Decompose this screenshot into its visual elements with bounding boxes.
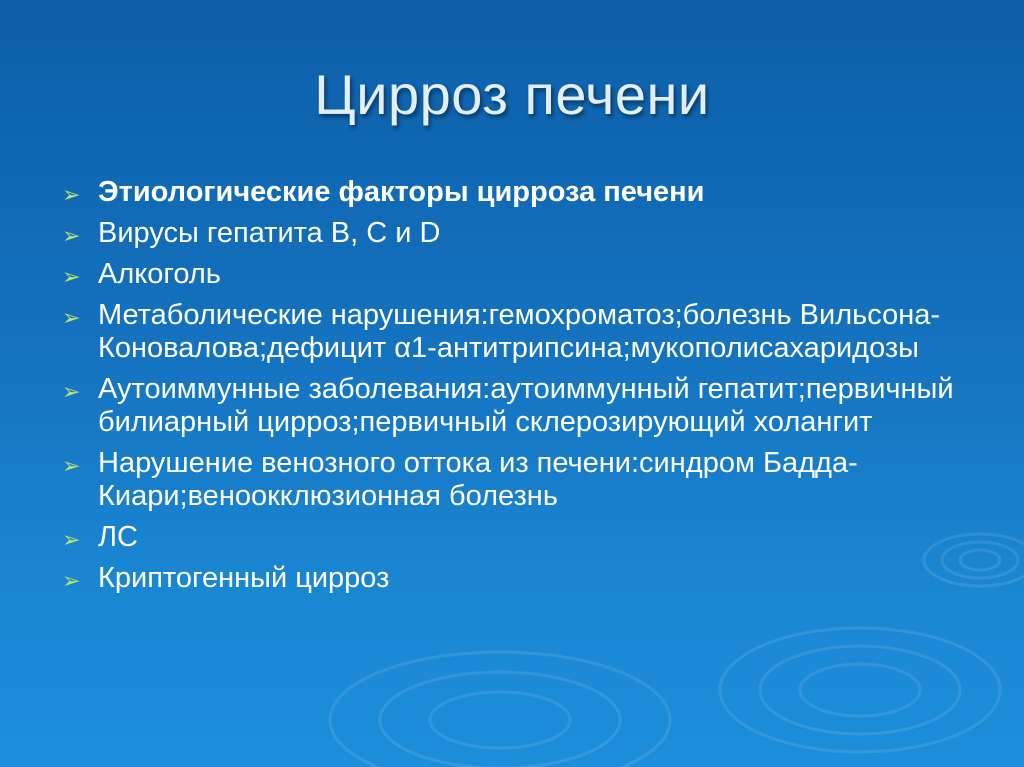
bullet-text: Алкоголь <box>98 258 221 290</box>
bullet-list <box>62 176 962 603</box>
bullet-item <box>62 217 962 250</box>
arrow-bullet-icon: ➢ <box>62 527 81 552</box>
bullet-text: Аутоиммунные заболевания:аутоиммунный гепатит;первичный билиарный цирроз;первичный склерозирующий холангит <box>98 373 954 438</box>
arrow-bullet-icon: ➢ <box>62 568 81 593</box>
bullet-item <box>62 258 962 291</box>
arrow-bullet-icon: ➢ <box>62 182 81 207</box>
arrow-bullet-icon: ➢ <box>62 305 81 330</box>
bullet-item <box>62 562 962 595</box>
bullet-text: Нарушение венозного оттока из печени:синдром Бадда-Киари;веноокклюзионная болезнь <box>98 447 858 512</box>
bullet-item <box>62 521 962 554</box>
bullet-item <box>62 176 962 209</box>
arrow-bullet-icon: ➢ <box>62 264 81 289</box>
arrow-bullet-icon: ➢ <box>62 223 81 248</box>
arrow-bullet-icon: ➢ <box>62 453 81 478</box>
slide-title: Цирроз печени <box>314 63 710 126</box>
bullet-text: ЛС <box>98 521 138 553</box>
bullet-item <box>62 373 962 439</box>
bullet-text: Этиологические факторы цирроза печени <box>98 176 705 208</box>
bullet-text: Вирусы гепатита В, С и D <box>98 217 441 249</box>
bullet-text: Криптогенный цирроз <box>98 562 390 594</box>
arrow-bullet-icon: ➢ <box>62 379 81 404</box>
bullet-item <box>62 447 962 513</box>
bullet-item <box>62 299 962 365</box>
bullet-text: Метаболические нарушения:гемохроматоз;болезнь Вильсона-Коновалова;дефицит α1-антитрипсина;мукополисахаридозы <box>98 299 941 364</box>
